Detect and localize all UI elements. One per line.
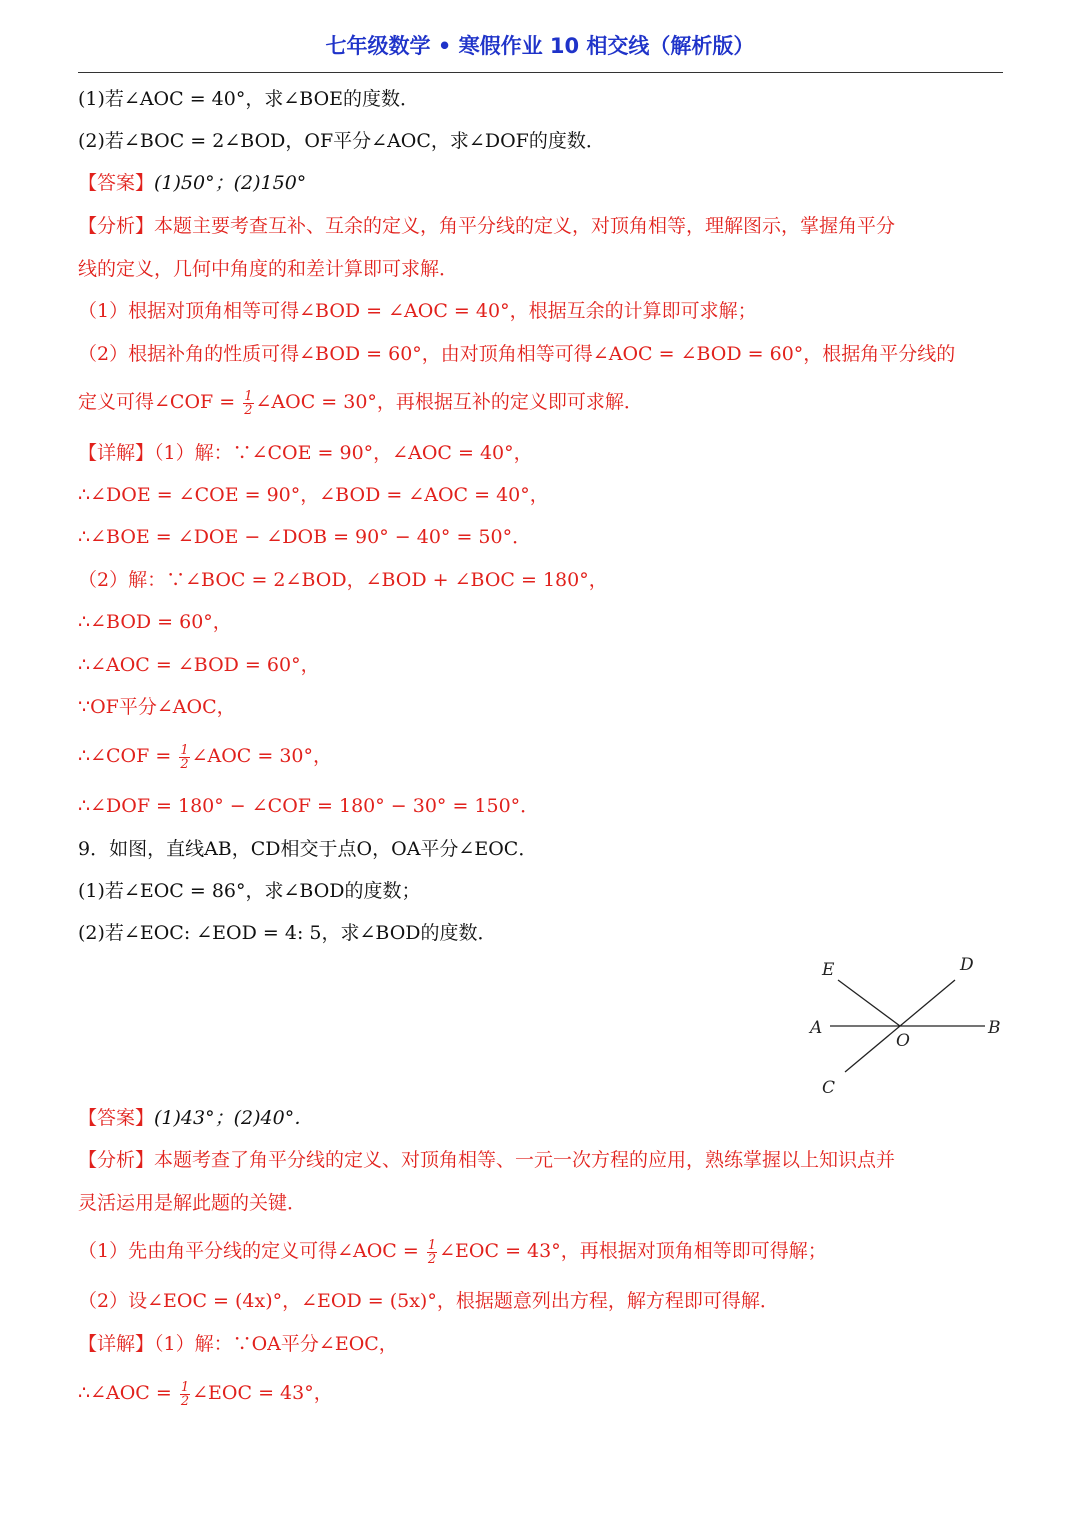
page-header-title: 七年级数学 • 寒假作业 10 相交线（解析版）	[325, 34, 755, 58]
q9-detail-2	[78, 1380, 1008, 1408]
q8-analysis-p1: （1）根据对顶角相等可得∠BOD = ∠AOC = 40°，根据互余的计算即可求解；	[78, 300, 757, 322]
q8-analysis-line1	[78, 213, 1008, 239]
label-b: B	[988, 1018, 1001, 1038]
fraction-numerator: 1	[180, 742, 189, 758]
q9-analysis-line2: 灵活运用是解此题的关键．	[78, 1192, 307, 1214]
q8-detail-9: ∴∠DOF = 180° − ∠COF = 180° − 30° = 150°．	[78, 795, 540, 817]
detail-8-pre: ∴∠COF =	[78, 745, 178, 767]
answer-tag: 【答案】	[78, 172, 155, 194]
analysis-text: 本题考查了角平分线的定义、对顶角相等、一元一次方程的应用，熟练掌握以上知识点并	[154, 1149, 896, 1171]
analysis-tag: 【分析】	[78, 1149, 155, 1171]
q9-analysis-line1	[78, 1147, 1008, 1173]
header-divider	[78, 72, 1003, 73]
q8-analysis-line2: 线的定义，几何中角度的和差计算即可求解．	[78, 258, 459, 280]
detail-8-post: ∠AOC = 30°，	[191, 745, 333, 767]
q8-detail-8	[78, 743, 1008, 771]
label-a: A	[810, 1018, 823, 1038]
analysis-p1-pre: （1）先由角平分线的定义可得∠AOC =	[78, 1240, 425, 1262]
fraction-denominator: 2	[180, 1393, 190, 1409]
label-o: O	[896, 1031, 910, 1051]
q9-detail-1	[78, 1331, 1008, 1357]
fraction-half	[243, 390, 253, 417]
fraction-denominator: 2	[427, 1251, 437, 1267]
analysis-text: 本题主要考查互补、互余的定义，角平分线的定义，对顶角相等，理解图示，掌握角平分	[154, 215, 896, 237]
q8-detail-3: ∴∠BOE = ∠DOE − ∠DOB = 90° − 40° = 50°．	[78, 526, 532, 548]
detail-2-pre: ∴∠AOC =	[78, 1382, 178, 1404]
fraction-denominator: 2	[244, 402, 253, 418]
detail-tag: 【详解】	[78, 1333, 155, 1355]
q8-detail-2: ∴∠DOE = ∠COE = 90°，∠BOD = ∠AOC = 40°，	[78, 484, 549, 506]
q9-part1: (1)若∠EOC = 86°，求∠BOD的度数；	[78, 880, 421, 902]
q8-detail-4: （2）解：∵∠BOC = 2∠BOD，∠BOD + ∠BOC = 180°，	[78, 569, 608, 591]
fraction-numerator: 1	[180, 1379, 190, 1395]
q9-answer	[78, 1105, 1008, 1131]
q9-stem: 9．如图，直线AB，CD相交于点O，OA平分∠EOC．	[78, 838, 538, 860]
analysis-p1-post: ∠EOC = 43°，再根据对顶角相等即可得解；	[439, 1240, 827, 1262]
analysis-tag: 【分析】	[78, 215, 155, 237]
q8-analysis-p3	[78, 389, 1008, 417]
fraction-half	[427, 1239, 437, 1266]
q8-detail-7: ∵OF平分∠AOC，	[78, 696, 236, 718]
detail-text: （1）解：∵∠COE = 90°，∠AOC = 40°，	[154, 442, 533, 464]
detail-tag: 【详解】	[78, 442, 155, 464]
q8-answer	[78, 170, 1008, 196]
q8-detail-5: ∴∠BOD = 60°，	[78, 611, 232, 633]
fraction-denominator: 2	[180, 756, 189, 772]
analysis-p3-pre: 定义可得∠COF =	[78, 391, 242, 413]
label-d: D	[960, 955, 974, 975]
q8-analysis-p2: （2）根据补角的性质可得∠BOD = 60°，由对顶角相等可得∠AOC = ∠BOD = 60°，根据角平分线的	[78, 343, 956, 365]
detail-text: （1）解：∵OA平分∠EOC，	[154, 1333, 398, 1355]
ray-oe	[838, 980, 900, 1026]
fraction-numerator: 1	[244, 388, 253, 404]
intersecting-lines-figure	[800, 950, 1015, 1100]
fraction-half	[179, 744, 189, 771]
q8-part1: (1)若∠AOC = 40°，求∠BOE的度数．	[78, 88, 420, 110]
answer-text: (1)43°；(2)40°．	[154, 1107, 314, 1129]
q9-part2: (2)若∠EOC: ∠EOD = 4: 5，求∠BOD的度数．	[78, 922, 497, 944]
q8-part2: (2)若∠BOC = 2∠BOD，OF平分∠AOC，求∠DOF的度数．	[78, 130, 605, 152]
label-e: E	[822, 960, 835, 980]
detail-2-post: ∠EOC = 43°，	[192, 1382, 333, 1404]
analysis-p3-post: ∠AOC = 30°，再根据互补的定义即可求解．	[255, 391, 643, 413]
answer-text: (1)50°；(2)150°	[154, 172, 307, 194]
q8-detail-6: ∴∠AOC = ∠BOD = 60°，	[78, 654, 320, 676]
q9-analysis-p1	[78, 1238, 1008, 1266]
fraction-numerator: 1	[427, 1237, 437, 1253]
label-c: C	[822, 1078, 836, 1098]
q9-analysis-p2: （2）设∠EOC = (4x)°，∠EOD = (5x)°，根据题意列出方程，解方程即可得解．	[78, 1290, 779, 1312]
fraction-half	[180, 1381, 190, 1408]
q8-detail-1	[78, 440, 1008, 466]
answer-tag: 【答案】	[78, 1107, 155, 1129]
